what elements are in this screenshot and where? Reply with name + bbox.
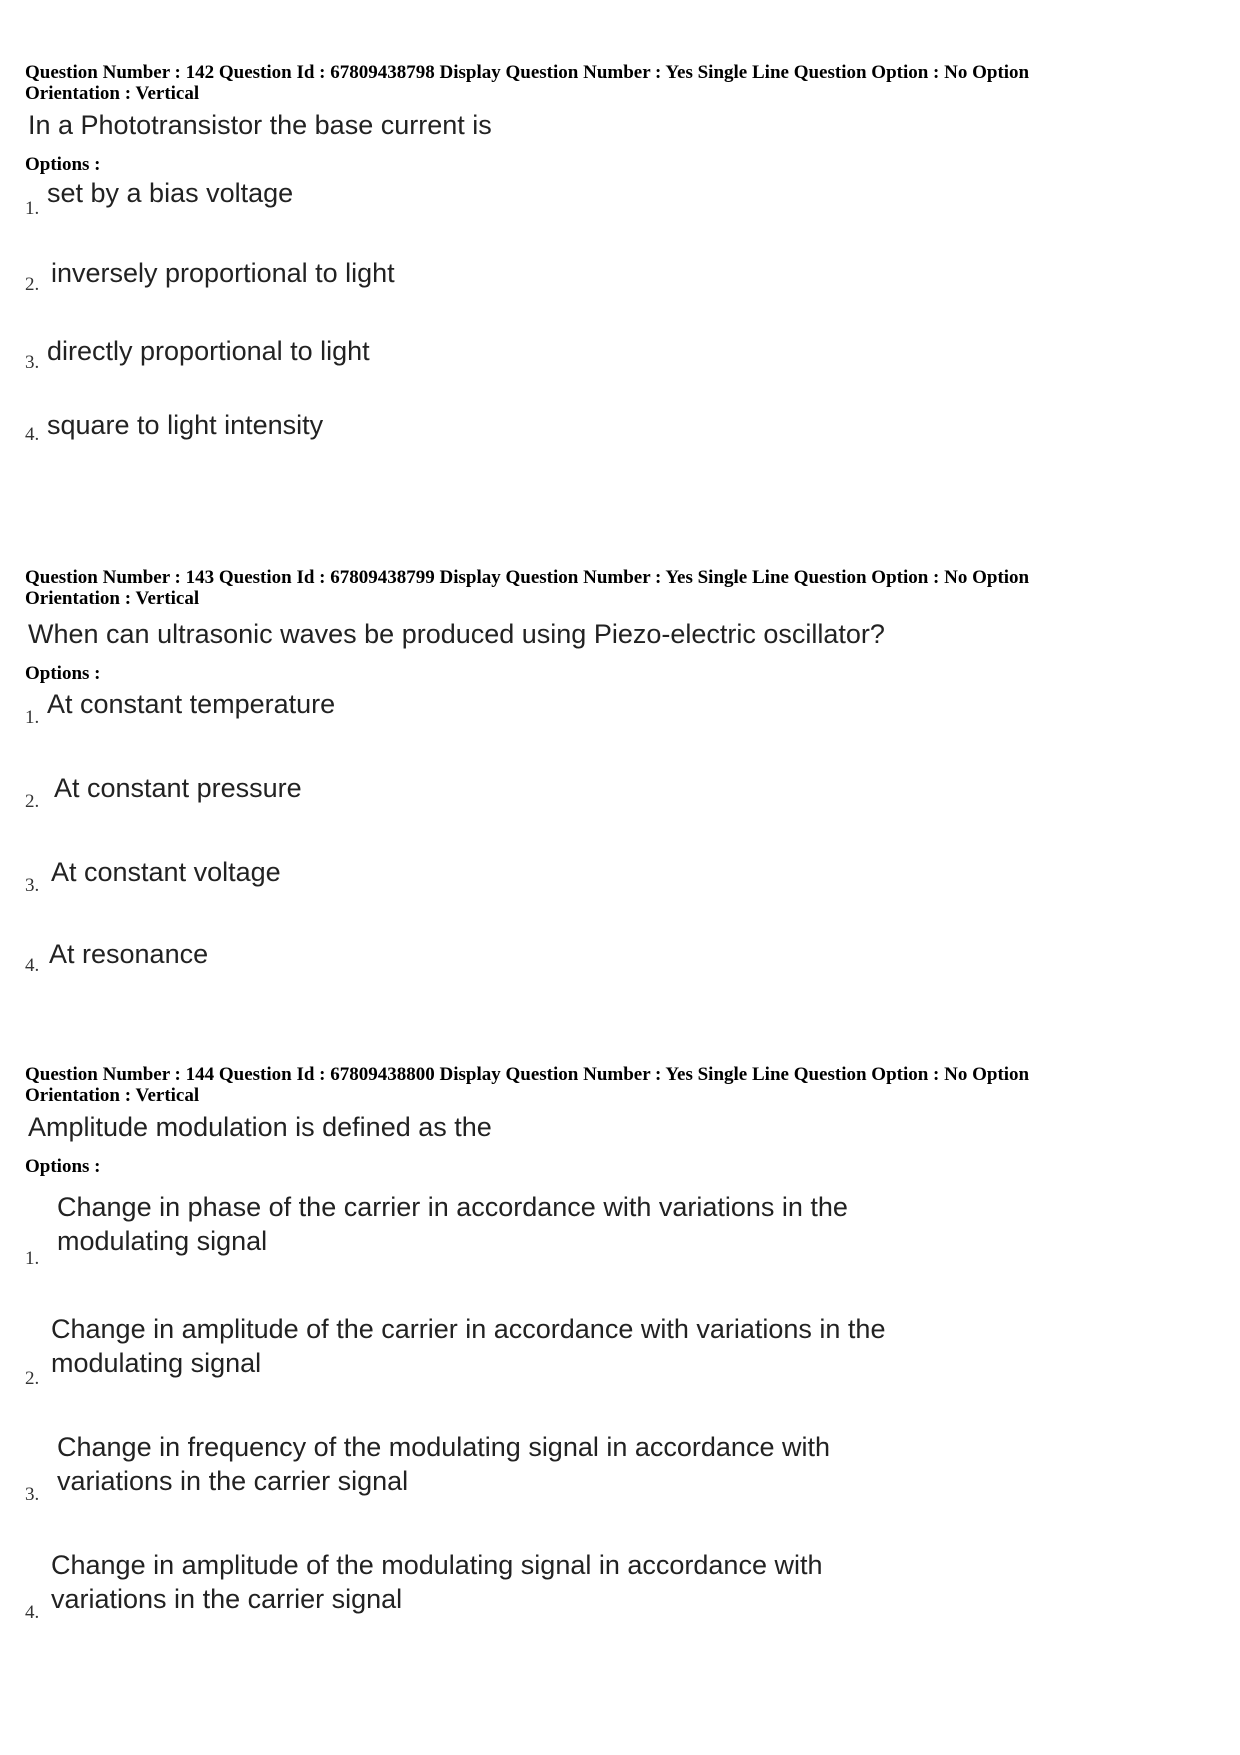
option-text: Change in amplitude of the carrier in accordance with variations in the modulating signal: [51, 1314, 886, 1378]
question-meta-line2: Orientation : Vertical: [25, 588, 200, 609]
question-meta-line2: Orientation : Vertical: [25, 1085, 200, 1106]
option-text: Change in phase of the carrier in accordance with variations in the modulating signal: [57, 1192, 848, 1256]
option-number: 2.: [25, 274, 40, 295]
question-block-144: [25, 1064, 1215, 1638]
question-block-142: [25, 62, 1215, 476]
options-label: Options :: [25, 663, 101, 684]
option-number: 3.: [25, 352, 40, 373]
question-text: In a Phototransistor the base current is: [28, 110, 492, 140]
options-label: Options :: [25, 1156, 101, 1177]
option-text: At constant pressure: [54, 773, 302, 803]
option-text: directly proportional to light: [47, 336, 370, 366]
option-number: 4.: [25, 955, 40, 976]
question-text: Amplitude modulation is defined as the: [28, 1112, 492, 1142]
options-list: [25, 1178, 1215, 1638]
option-number: 4.: [25, 424, 40, 445]
option-number: 3.: [25, 875, 40, 896]
question-meta-line1: Question Number : 142 Question Id : 67809438798 Display Question Number : Yes Single Line Question Option : No Option: [25, 62, 1030, 83]
option-number: 2.: [25, 1368, 40, 1389]
option-number: 1.: [25, 198, 40, 219]
question-meta-line1: Question Number : 143 Question Id : 67809438799 Display Question Number : Yes Single Line Question Option : No Option: [25, 567, 1030, 588]
options-list: [25, 685, 1215, 985]
option-text: square to light intensity: [47, 410, 324, 440]
options-list: [25, 176, 1215, 476]
option-text: set by a bias voltage: [47, 178, 294, 208]
option-number: 1.: [25, 1248, 40, 1269]
options-label: Options :: [25, 154, 101, 175]
option-number: 1.: [25, 707, 40, 728]
question-meta-line1: Question Number : 144 Question Id : 67809438800 Display Question Number : Yes Single Line Question Option : No Option: [25, 1064, 1030, 1085]
question-meta-line2: Orientation : Vertical: [25, 83, 200, 104]
option-text: Change in amplitude of the modulating signal in accordance with variations in the carrier signal: [51, 1550, 823, 1614]
option-text: inversely proportional to light: [51, 258, 395, 288]
question-block-143: [25, 567, 1215, 985]
option-number: 2.: [25, 791, 40, 812]
option-number: 4.: [25, 1602, 40, 1623]
option-text: At resonance: [49, 939, 209, 969]
option-text: At constant temperature: [47, 689, 336, 719]
option-text: Change in frequency of the modulating signal in accordance with variations in the carrier signal: [57, 1432, 830, 1496]
question-text: When can ultrasonic waves be produced using Piezo-electric oscillator?: [28, 619, 885, 649]
option-number: 3.: [25, 1484, 40, 1505]
option-text: At constant voltage: [51, 857, 281, 887]
